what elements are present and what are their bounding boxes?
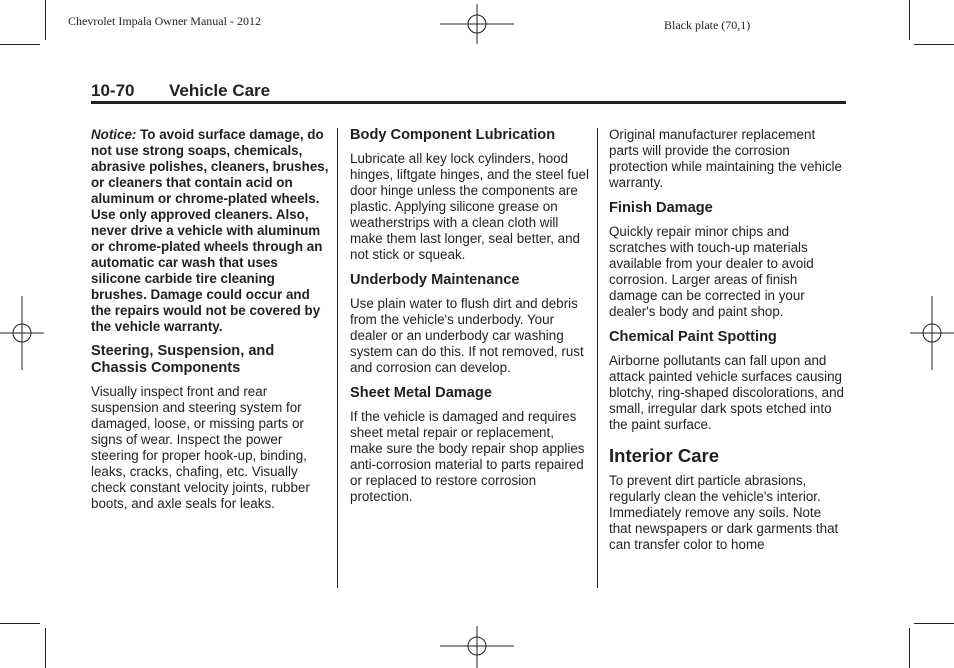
oem-parts-text: Original manufacturer replacement parts will provide the corrosion protection while maintaining the vehicle warranty. bbox=[609, 127, 842, 190]
body-lubrication-text: Lubricate all key lock cylinders, hood hinges, liftgate hinges, and the steel fuel door hinge unless the components are plastic. Applying silicone grease on weatherstrips with a clean cloth will make them last longer, seal better, and not stick or squeak. bbox=[350, 151, 589, 262]
crop-mark bbox=[0, 623, 40, 624]
column-divider bbox=[597, 128, 598, 588]
notice-label: Notice: bbox=[91, 127, 137, 142]
crop-mark bbox=[914, 44, 954, 45]
sheet-metal-text: If the vehicle is damaged and requires sheet metal repair or replacement, make sure the body repair shop applies anti-corrosion material to parts repaired or replaced to restore corrosion protection. bbox=[350, 409, 585, 504]
sheet-metal-heading: Sheet Metal Damage bbox=[350, 385, 492, 401]
manual-title: Chevrolet Impala Owner Manual - 2012 bbox=[68, 14, 261, 28]
steering-text: Visually inspect front and rear suspension and steering system for damaged, loose, or missing parts or signs of wear. Inspect the power steering for proper hook-up, binding, leaks, cracks, chafing, etc. Visually check constant velocity joints, rubber boots, and axle seals for leaks. bbox=[91, 384, 310, 511]
page-number: 10-70 bbox=[91, 81, 135, 100]
crop-mark bbox=[909, 628, 910, 668]
crop-mark bbox=[45, 0, 46, 40]
crop-mark bbox=[0, 44, 40, 45]
steering-heading: Steering, Suspension, and Chassis Components bbox=[91, 343, 275, 376]
heading-rule bbox=[91, 101, 846, 104]
underbody-heading: Underbody Maintenance bbox=[350, 272, 520, 288]
interior-care-heading: Interior Care bbox=[609, 445, 720, 466]
registration-mark-top bbox=[440, 4, 514, 44]
chemical-spotting-heading: Chemical Paint Spotting bbox=[609, 329, 777, 345]
plate-label: Black plate (70,1) bbox=[664, 18, 751, 32]
crop-mark bbox=[45, 628, 46, 668]
registration-mark-bottom bbox=[440, 626, 514, 668]
underbody-text: Use plain water to flush dirt and debris from the vehicle's underbody. Your dealer or an underbody car washing system can do this. If not removed, rust and corrosion can develop. bbox=[350, 296, 584, 375]
column-divider bbox=[337, 128, 338, 588]
section-title: Vehicle Care bbox=[169, 81, 271, 100]
column-2 bbox=[350, 127, 590, 505]
notice-text: To avoid surface damage, do not use strong soaps, chemicals, abrasive polishes, cleaners, brushes, or cleaners that contain acid on aluminum or chrome-plated wheels. Use only approved cleaners. Also, never drive a vehicle with aluminum or chrome-plated wheels through an automatic car wash that uses silicone carbide tire cleaning brushes. Damage could occur and the repairs would not be covered by the vehicle warranty. bbox=[91, 127, 329, 334]
registration-mark-right bbox=[910, 296, 954, 370]
finish-damage-heading: Finish Damage bbox=[609, 200, 713, 216]
chemical-spotting-text: Airborne pollutants can fall upon and attack painted vehicle surfaces causing blotchy, ring-shaped discolorations, and small, irregular dark spots etched into the paint surface. bbox=[609, 353, 844, 432]
interior-care-text: To prevent dirt particle abrasions, regularly clean the vehicle's interior. Immediately remove any soils. Note that newspapers or dark garments that can transfer color to home bbox=[609, 473, 839, 552]
registration-mark-left bbox=[0, 296, 44, 370]
finish-damage-text: Quickly repair minor chips and scratches with touch-up materials available from your dealer to avoid corrosion. Larger areas of finish damage can be corrected in your dealer's body and paint shop. bbox=[609, 224, 814, 319]
crop-mark bbox=[914, 623, 954, 624]
column-3 bbox=[609, 127, 847, 553]
crop-mark bbox=[909, 0, 910, 40]
column-1 bbox=[91, 127, 329, 512]
body-lubrication-heading: Body Component Lubrication bbox=[350, 127, 556, 143]
notice-paragraph bbox=[91, 127, 329, 335]
